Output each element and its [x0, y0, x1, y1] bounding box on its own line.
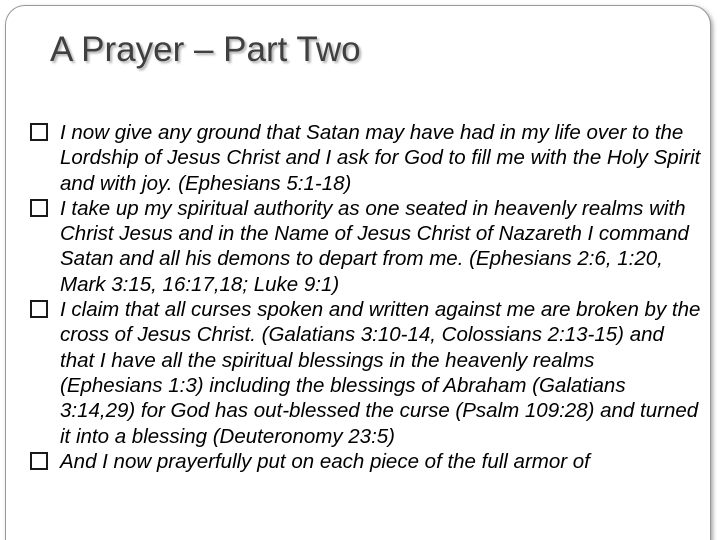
bullet-item	[30, 120, 702, 196]
box-bullet-icon	[30, 199, 48, 217]
box-bullet-icon	[30, 300, 48, 318]
bullet-text: I claim that all curses spoken and written against me are broken by the cross of Jesus Christ. (Galatians 3:10-14, Colossians 2:13-15) and that I have all the spiritual blessings in the heavenly realms (Ephesians 1:3) including the blessings of Abraham (Galatians 3:14,29) for God has out-blessed the curse (Psalm 109:28) and turned it into a blessing (Deuteronomy 23:5)	[60, 298, 701, 448]
box-bullet-icon	[30, 452, 48, 470]
bullet-text: I take up my spiritual authority as one seated in heavenly realms with Christ Jesus and in the Name of Jesus Christ of Nazareth I command Satan and all his demons to depart from me. (Ephesians 2:6, 1:20, Mark 3:15, 16:17,18; Luke 9:1)	[60, 196, 689, 296]
bullet-text: And I now prayerfully put on each piece of the full armor of	[60, 449, 590, 473]
bullet-text: I now give any ground that Satan may have had in my life over to the Lordship of Jesus Christ and I ask for God to fill me with the Holy Spirit and with joy. (Ephesians 5:1-18)	[60, 121, 701, 195]
bullet-item	[30, 196, 702, 297]
slide-title: A Prayer – Part Two	[50, 30, 361, 69]
box-bullet-icon	[30, 123, 48, 141]
slide-body	[30, 120, 702, 474]
bullet-item	[30, 297, 702, 449]
bullet-item	[30, 449, 702, 474]
